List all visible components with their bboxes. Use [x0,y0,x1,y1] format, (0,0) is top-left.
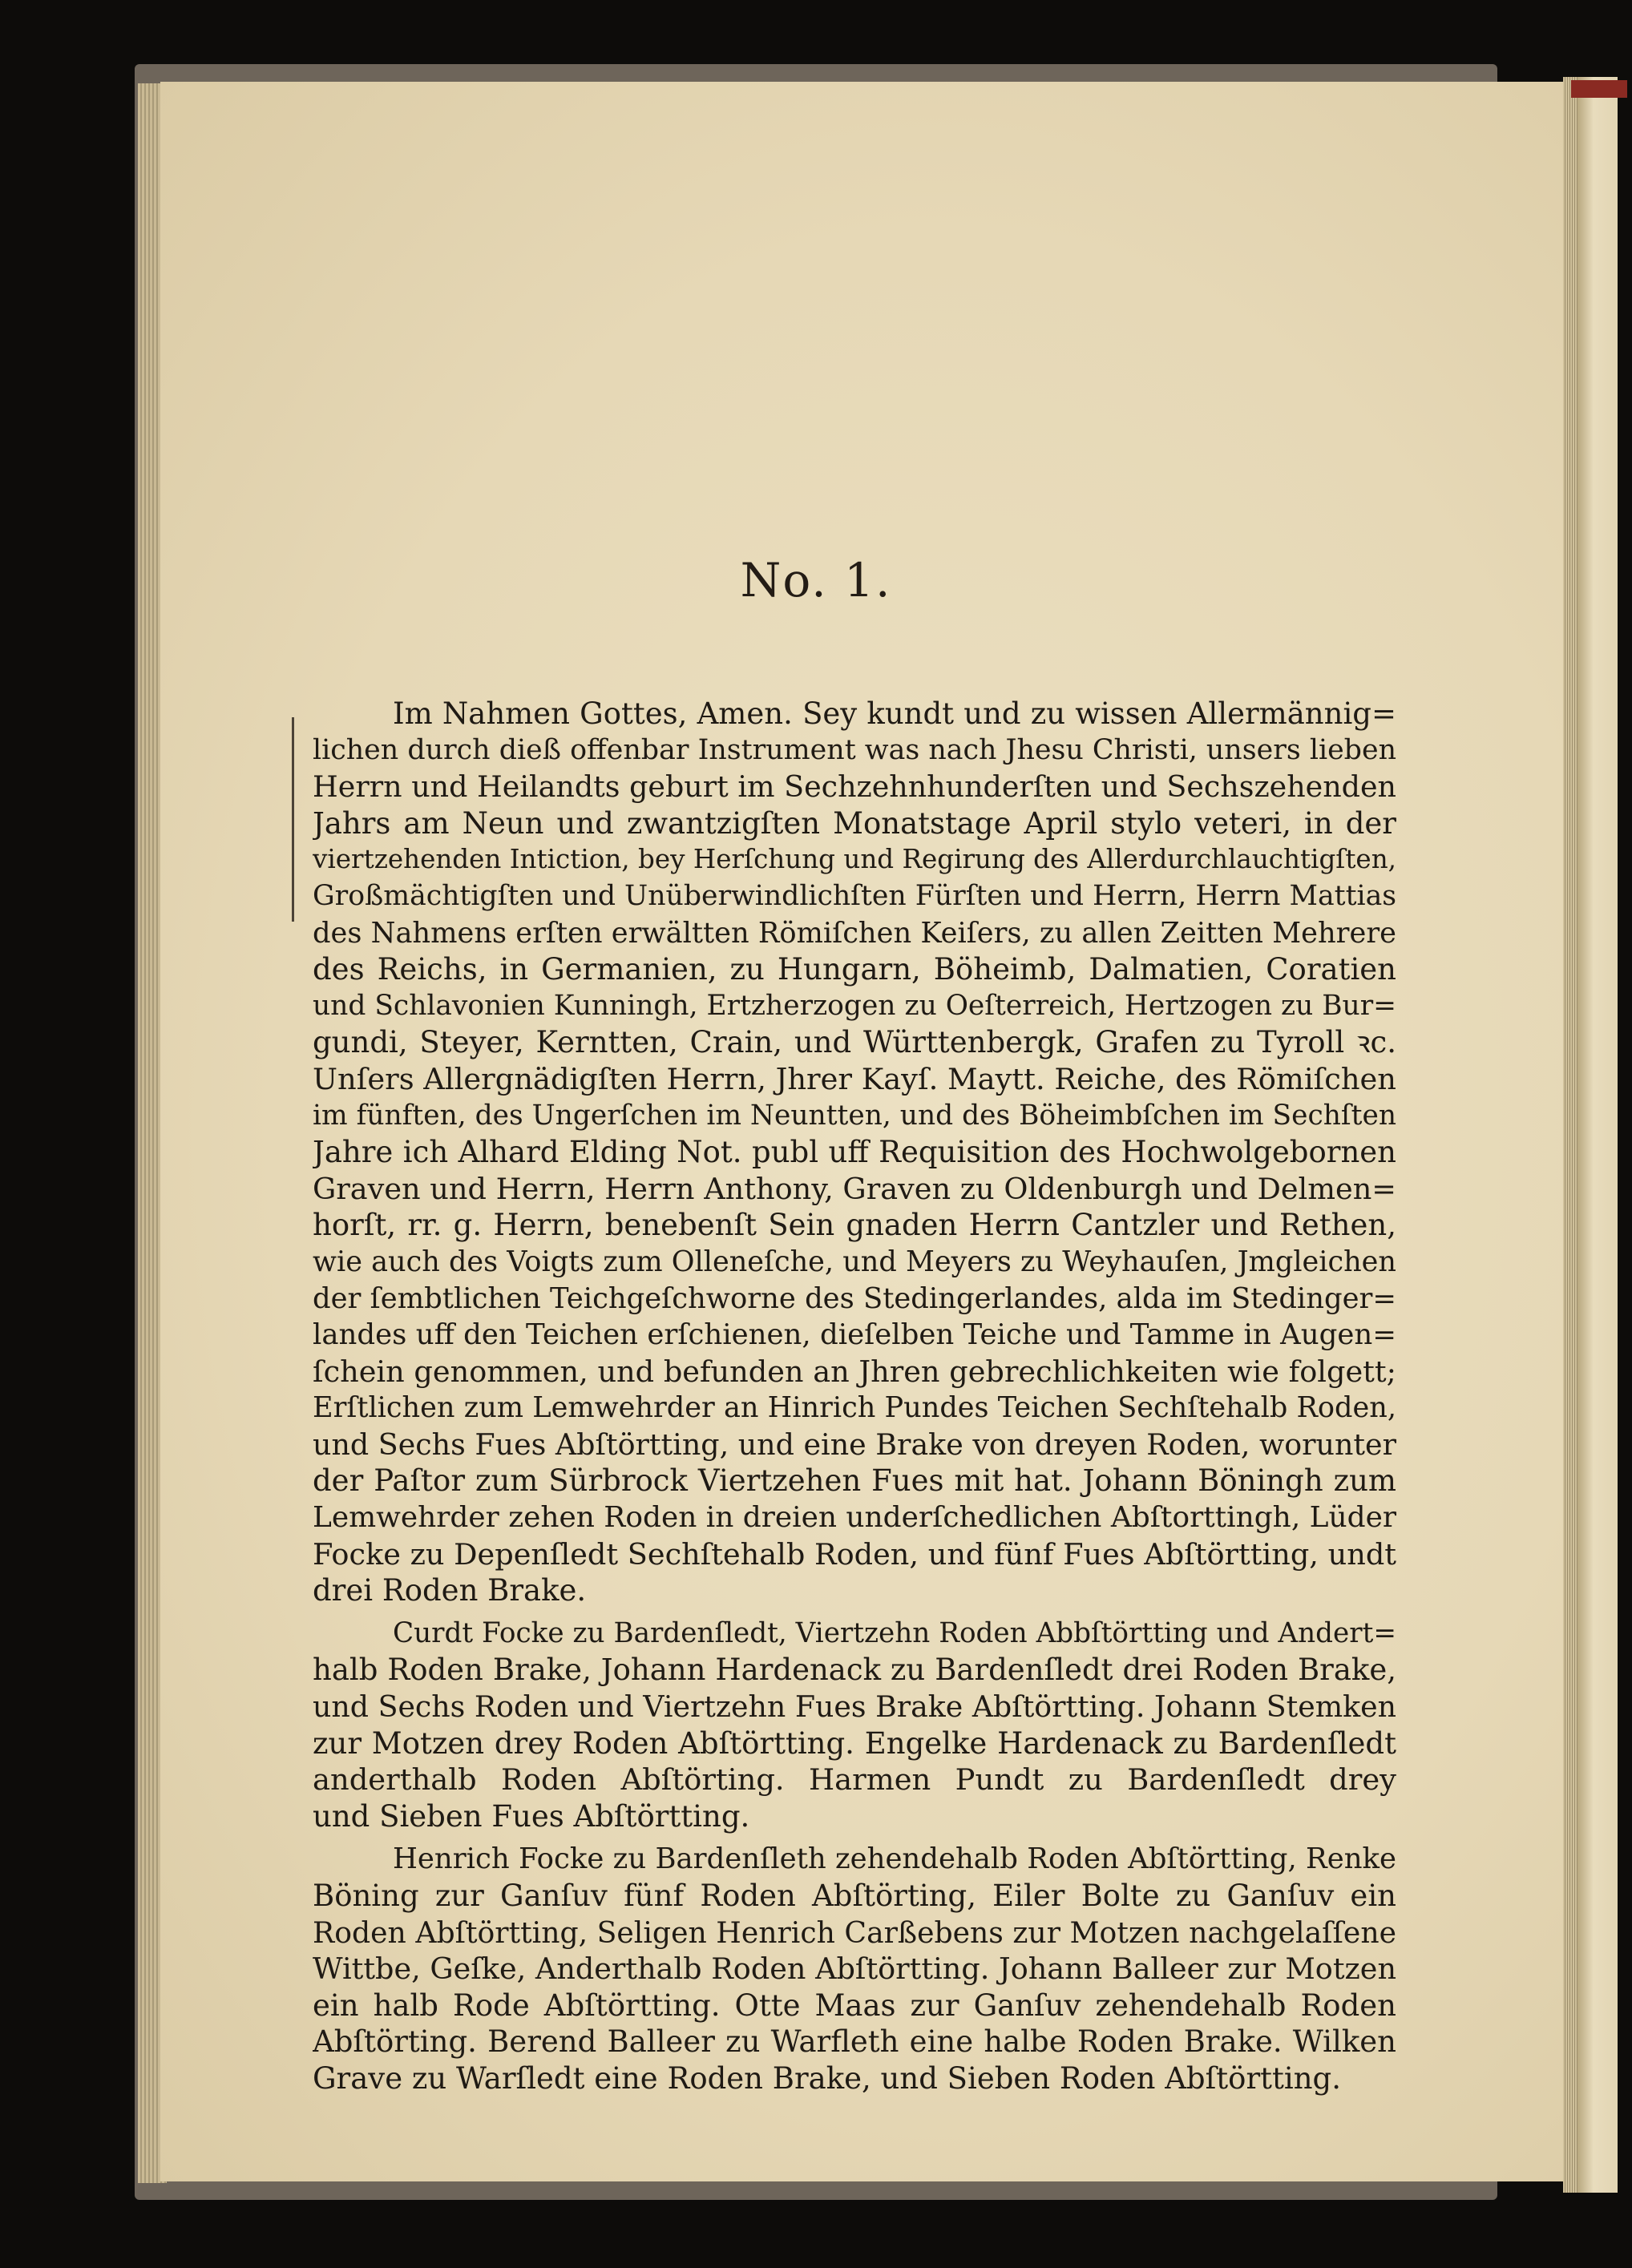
text-line: und Schlavonien Kunningh, Ertzherzogen zu Oeſterreich, Hertzogen zu Bur= [313,989,1396,1022]
text-line: lichen durch dieß offenbar Instrument was nach Jhesu Christi, unsers lieben [313,733,1396,766]
paragraph [313,1616,1396,1835]
text-line: Roden Abſtörtting, Seligen Henrich Carßebens zur Motzen nachgelaſſene [313,1915,1396,1950]
text-line: Wittbe, Geſke, Anderthalb Roden Abſtörtting. Johann Balleer zur Motzen [313,1951,1396,1987]
text-line: wie auch des Voigts zum Olleneſche, und Meyers zu Weyhauſen, Jmgleichen [313,1245,1396,1278]
text-line: des Nahmens erſten erwältten Römiſchen Keiſers, zu allen Zeitten Mehrere [313,916,1396,950]
book-gutter [1577,77,1618,2193]
text-line: Herrn und Heilandts geburt im Sechzehnhunderſten und Sechszehenden [313,769,1396,805]
text-line: Abſtörting. Berend Balleer zu Warfleth eine halbe Roden Brake. Wilken [313,2024,1396,2060]
text-line: der ſembtlichen Teichgeſchworne des Stedingerlandes, alda im Stedinger= [313,1281,1396,1315]
text-line: Lemwehrder zehen Roden in dreien underſchedlichen Abſtorttingh, Lüder [313,1501,1396,1535]
text-line: und Sechs Fues Abſtörtting, und eine Brake von dreyen Roden, worunter [313,1427,1396,1462]
text-line: und Sieben Fues Abſtörtting. [313,1798,750,1834]
text-line: Grave zu Warſledt eine Roden Brake, und Sieben Roden Abſtörtting. [313,2060,1341,2096]
text-line: Jahre ich Alhard Elding Not. publ uff Requisition des Hochwolgebornen [313,1135,1396,1170]
text-line: Erſtlichen zum Lemwehrder an Hinrich Pundes Teichen Sechſtehalb Roden, [313,1391,1396,1425]
page-heading: No. 1. [740,553,892,607]
text-line: Böning zur Ganſuv fünf Roden Abſtörting, Eiler Bolte zu Ganſuv ein [313,1879,1396,1913]
text-line: Graven und Herrn, Herrn Anthony, Graven zu Oldenburgh und Delmen= [313,1171,1396,1206]
body-text [313,696,1396,2097]
text-line: gundi, Steyer, Kerntten, Crain, und Württenbergk, Grafen zu Tyroll ꝛc. [313,1025,1396,1060]
text-line: anderthalb Roden Abſtörting. Harmen Pundt zu Bardenſledt drey [313,1762,1396,1798]
text-line: und Sechs Roden und Viertzehn Fues Brake Abſtörtting. Johann Stemken [313,1689,1396,1725]
text-line: ſchein genommen, und befunden an Jhren gebrechlichkeiten wie folgett; [313,1354,1396,1389]
red-bookmark [1571,80,1627,98]
text-line: halb Roden Brake, Johann Hardenack zu Bardenſledt drei Roden Brake, [313,1653,1396,1688]
text-line: Im Nahmen Gottes, Amen. Sey kundt und zu wissen Allermännig= [393,696,1396,731]
text-line: der Paſtor zum Sürbrock Viertzehen Fues mit hat. Johann Böningh zum [313,1463,1396,1499]
paragraph [313,696,1396,1609]
text-line: drei Roden Brake. [313,1573,587,1608]
text-line: Großmächtigſten und Unüberwindlichſten Fürſten und Herrn, Herrn Mattias [313,879,1396,912]
text-line: des Reichs, in Germanien, zu Hungarn, Böheimb, Dalmatien, Coratien [313,952,1396,987]
text-line: zur Motzen drey Roden Abſtörtting. Engelke Hardenack zu Bardenſledt [313,1725,1396,1761]
text-line: Unſers Allergnädigſten Herrn, Jhrer Kayſ. Maytt. Reiche, des Römiſchen [313,1061,1396,1096]
text-line: Curdt Focke zu Bardenſledt, Viertzehn Roden Abbſtörtting und Andert= [393,1616,1396,1649]
text-line: viertzehenden Intiction, bey Herſchung und Regirung des Allerdurchlauchtigſten, [313,844,1396,875]
text-line: ein halb Rode Abſtörtting. Otte Maas zur Ganſuv zehendehalb Roden [313,1988,1396,2023]
margin-mark [292,717,294,922]
text-line: landes uff den Teichen erſchienen, dieſelben Teiche und Tamme in Augen= [313,1318,1396,1352]
text-line: Jahrs am Neun und zwantzigſten Monatstage April stylo veteri, in der [313,805,1396,841]
text-line: horſt, rr. g. Herrn, benebenſt Sein gnaden Herrn Cantzler und Rethen, [313,1208,1396,1243]
text-line: Henrich Focke zu Bardenſleth zehendehalb Roden Abſtörtting, Renke [393,1842,1396,1876]
text-line: Focke zu Depenſledt Sechſtehalb Roden, und fünf Fues Abſtörtting, undt [313,1536,1396,1572]
paragraph [313,1841,1396,2096]
page-stack-right [1563,77,1577,2193]
text-line: im fünften, des Ungerſchen im Neuntten, und des Böheimbſchen im Sechſten [313,1099,1396,1132]
